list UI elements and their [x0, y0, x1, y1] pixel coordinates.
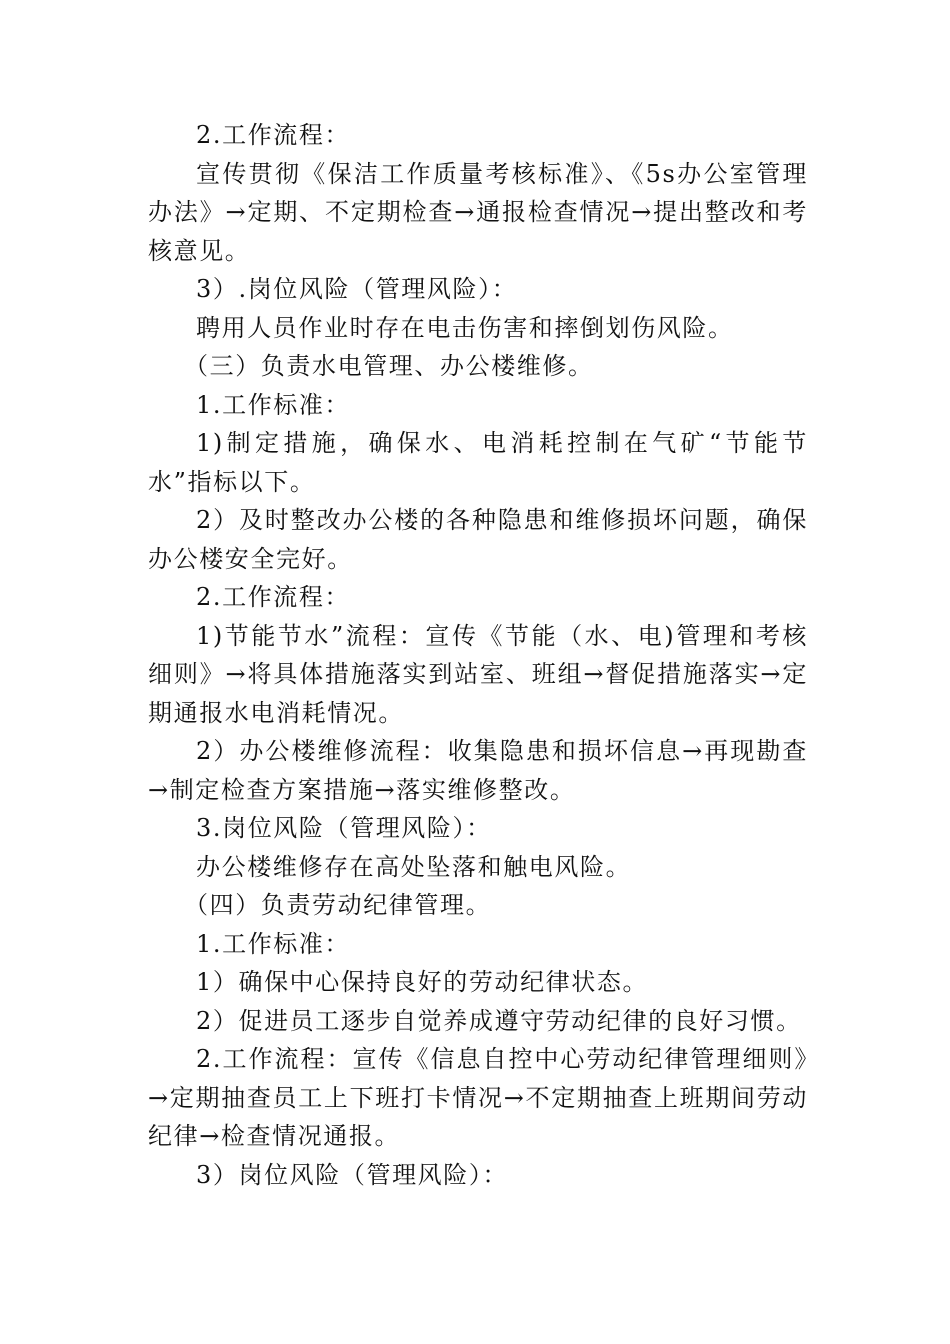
- risk-text-2: 办公楼维修存在高处坠落和触电风险。: [196, 852, 632, 881]
- document-body: [148, 116, 808, 1194]
- cleaning-workflow-text: 宣传贯彻《保洁工作质量考核标准》、《5s办公室管理办法》→定期、不定期检查→通报检查情况→提出整改和考核意见。: [148, 159, 808, 265]
- discipline-standard-1: 1）确保中心保持良好的劳动纪律状态。: [196, 968, 649, 996]
- workflow-heading-2: 2.工作流程：: [196, 583, 351, 611]
- standard-heading: 1.工作标准：: [196, 390, 351, 419]
- standard-item-2: 2）及时整改办公楼的各种隐患和维修损坏问题，确保办公楼安全完好。: [148, 506, 808, 573]
- risk-heading-2: 3.岗位风险（管理风险）：: [196, 814, 492, 842]
- discipline-standard-2: 2）促进员工逐步自觉养成遵守劳动纪律的良好习惯。: [196, 1006, 802, 1035]
- risk-heading: 3）.岗位风险（管理风险）：: [196, 275, 518, 303]
- risk-text: 聘用人员作业时存在电击伤害和摔倒划伤风险。: [196, 313, 734, 342]
- workflow-item-1: 1)节能节水”流程：宣传《节能（水、电)管理和考核细则》→将具体措施落实到站室、班组→督促措施落实→定期通报水电消耗情况。: [148, 621, 808, 727]
- workflow-heading: 2.工作流程：: [196, 121, 351, 149]
- risk-heading-3: 3）岗位风险（管理风险）：: [196, 1160, 509, 1189]
- discipline-workflow: 2.工作流程：宣传《信息自控中心劳动纪律管理细则》→定期抽查员工上下班打卡情况→不定期抽查上班期间劳动纪律→检查情况通报。: [148, 1045, 808, 1150]
- section-four-heading: （四）负责劳动纪律管理。: [184, 891, 492, 919]
- workflow-item-2: 2）办公楼维修流程：收集隐患和损坏信息→再现勘查→制定检查方案措施→落实维修整改。: [148, 737, 808, 804]
- standard-item-1: 1)制定措施，确保水、电消耗控制在气矿“节能节水”指标以下。: [148, 429, 808, 496]
- standard-heading-2: 1.工作标准：: [196, 929, 351, 958]
- section-three-heading: （三）负责水电管理、办公楼维修。: [184, 352, 594, 380]
